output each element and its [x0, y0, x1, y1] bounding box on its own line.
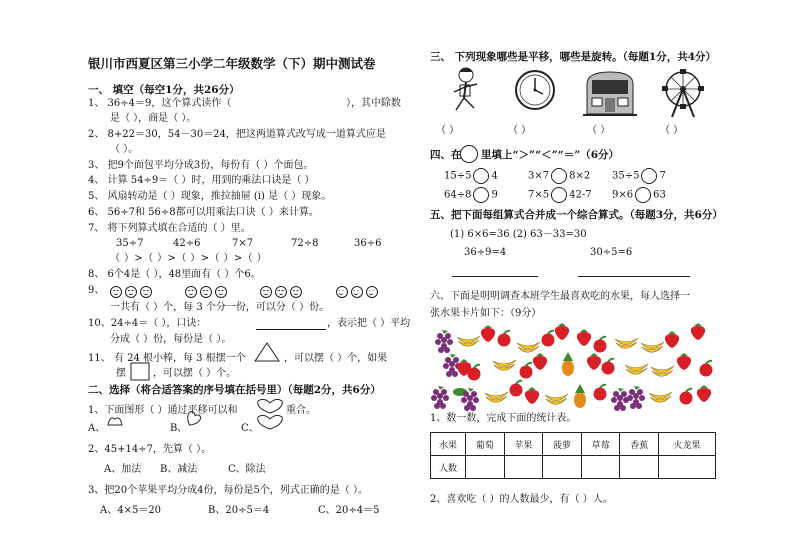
option-c-shape-icon [256, 414, 284, 430]
s3-blank: （ ） [660, 125, 684, 136]
q9-number: 9、 [88, 285, 105, 296]
square-icon [130, 362, 150, 381]
choice-3-option-b: B、20÷5＝4 [208, 505, 270, 516]
table-cell[interactable] [620, 456, 659, 479]
banana-icon [615, 338, 638, 348]
compare-row-1: 35÷5 7 [612, 168, 666, 184]
smiley-icon [200, 286, 212, 298]
section-5-heading: 五、把下面每组算式合并成一个综合算式。（每题3分，共6分） [430, 209, 723, 221]
table-cell[interactable] [504, 456, 543, 479]
choice-2-option-b: B、减法 [160, 464, 198, 475]
compare-circle [473, 168, 489, 184]
pineapple-icon [574, 384, 586, 408]
apple-icon [594, 337, 607, 353]
grape-icon [611, 388, 629, 411]
smiley-icon [290, 286, 302, 298]
strawberry-icon [481, 325, 495, 342]
choice-1: 1、下面图形（ ）通过平移可以和 [88, 405, 238, 416]
banana-icon [651, 366, 674, 376]
choice-1-option-b: B、 [170, 423, 188, 434]
smiley-icon [336, 286, 348, 298]
q6: 6、 56÷7和 56÷8都可以用乘法口诀（ ）来计算。 [88, 207, 319, 218]
q7: 7、 将下列算式填在合适的（ ）里。 [88, 223, 251, 234]
q7-expr: 72÷8 [291, 238, 319, 249]
pineapple-icon [562, 352, 574, 376]
banana-icon [625, 364, 648, 374]
choice-1-option-a: A、 [88, 423, 106, 434]
compare-row-1: 3×7 8×2 [528, 168, 590, 184]
grape-icon [627, 386, 645, 409]
smiley-faces-row [110, 281, 381, 300]
q9-text: 一共有（ ）个，每 3 个分一份，可以分（ ）份。 [110, 302, 330, 313]
train-icon [583, 70, 637, 116]
section-3-heading: 三、 下列现象哪些是平移，哪些是旋转。（每题1分，共4分） [430, 51, 717, 63]
strawberry-icon [691, 323, 705, 340]
q4: 4、 计算 54÷9＝（ ）时，用到的乘法口诀是（ ） [88, 175, 315, 186]
apple-icon [594, 385, 607, 401]
q7-blanks: （ ）>（ ）>（ ）>（ ）>（ ） [110, 253, 268, 264]
q10-line-b: ，表示把（ ）平均 [327, 318, 411, 329]
smiley-icon [351, 286, 363, 298]
smiley-icon [185, 286, 197, 298]
q3: 3、 把9个面包平均分成3份，每份有（ ）个面包。 [88, 160, 314, 171]
compare-circle [635, 187, 651, 203]
q2-line-a: 2、 8+22＝30，54－30＝24，把这两道算式改写成一道算式应是 [88, 129, 386, 140]
s3-blank: （ ） [436, 125, 460, 136]
smiley-icon [125, 286, 137, 298]
q1-line-a: 1、 36÷4＝9，这个算式读作（ [88, 98, 232, 109]
q11-line-a: 11、 有 24 根小棒，每 3 根摆一个 [88, 353, 246, 364]
choice-3-option-a: A、4×5＝20 [100, 505, 162, 516]
strawberry-icon [697, 385, 711, 402]
q7-expr: 42÷6 [173, 238, 201, 249]
strawberry-icon [577, 329, 591, 346]
choice-2: 2、45+14÷7，先算（ ）。 [88, 444, 212, 455]
q11-line-c: 摆 [116, 368, 126, 379]
q1-line-b: ），其中除数 [346, 98, 401, 109]
table-header-cell: 水果 [431, 433, 466, 456]
smiley-icon [215, 286, 227, 298]
banana-icon [493, 360, 516, 370]
s3-blank: （ ） [508, 125, 532, 136]
table-cell[interactable] [466, 456, 505, 479]
s5-expr-2a: 36÷9=4 [464, 247, 507, 258]
choice-2-option-a: A、加法 [104, 464, 142, 475]
q5: 5、 风扇转动是（ ）现象，推拉抽屉 (i) 是（ ）现象。 [88, 191, 332, 202]
ferris-wheel-icon [660, 68, 706, 118]
table-row [431, 456, 716, 479]
table-cell[interactable] [581, 456, 620, 479]
q11-line-b: ，可以摆（ ）个，如果 [284, 353, 388, 364]
circle-blank-icon [460, 145, 478, 163]
apple-icon [680, 389, 693, 405]
s3-blank: （ ） [587, 125, 611, 136]
compare-circle [551, 168, 567, 184]
grape-icon [435, 330, 453, 353]
apple-icon [602, 359, 615, 375]
running-child-icon [448, 66, 484, 116]
choice-3-option-c: C、20÷4＝5 [318, 505, 380, 516]
smiley-icon [140, 286, 152, 298]
apple-icon [520, 363, 533, 379]
q11-line-d: ，可以摆（ ）个。 [153, 368, 237, 379]
apple-icon [542, 331, 555, 347]
s5-exprs-1: (1) 6×6=36 (2) 63－33=30 [450, 229, 587, 240]
q2-line-b: （ ）。 [110, 144, 139, 155]
heart-shape-icon [256, 398, 284, 414]
compare-row-2: 9×6 63 [612, 187, 666, 203]
compare-row-2: 64÷8 9 [444, 187, 498, 203]
apple-icon [510, 381, 523, 397]
banana-icon [649, 392, 672, 402]
q1-line-c: 是（ ），商是（ ）。 [110, 113, 197, 124]
table-header-cell: 菠萝 [543, 433, 582, 456]
q10-line-a: 10、24÷4＝（ ），口诀： [88, 318, 207, 329]
table-cell[interactable] [659, 456, 716, 479]
apple-icon [498, 331, 511, 347]
option-a-shape-icon [106, 413, 124, 429]
banana-icon [641, 342, 664, 352]
smiley-icon [275, 286, 287, 298]
fruit-cards-image [430, 318, 720, 412]
section-6-line-a: 六、下面是明明调查本班学生最喜欢吃的水果，每人选择一 [430, 291, 690, 302]
strawberry-icon [525, 387, 539, 404]
table-row-label: 人数 [431, 456, 466, 479]
q7-expr: 36÷6 [354, 238, 382, 249]
fruit-stats-table [430, 432, 716, 479]
section-6-line-b: 张水果卡片如下：（9分） [430, 308, 542, 319]
table-header-cell: 香蕉 [620, 433, 659, 456]
strawberry-icon [665, 331, 679, 348]
apple-icon [700, 361, 713, 377]
strawberry-icon [555, 323, 569, 340]
s5-answer-line-2 [578, 276, 690, 277]
compare-circle [641, 168, 657, 184]
s5-expr-2b: 30÷5=6 [590, 247, 633, 258]
table-header-cell: 苹果 [504, 433, 543, 456]
stats-instruction: 1、数一数，完成下面的统计表。 [430, 413, 577, 424]
banana-icon [457, 336, 480, 346]
table-header-row [431, 433, 716, 456]
banana-icon [545, 394, 568, 404]
strawberry-icon [677, 353, 691, 370]
table-cell[interactable] [543, 456, 582, 479]
question-2-least-fruit: 2、喜欢吃（ ）的人数最少，有（ ）人。 [430, 494, 613, 505]
banana-icon [517, 342, 540, 352]
grape-icon [431, 386, 449, 409]
q8: 8、 6个4是（ ），48里面有（ ）个6。 [88, 269, 261, 280]
section-2-heading: 二、选择（将合适答案的序号填在括号里）（每题2分，共6分） [88, 384, 381, 396]
choice-2-option-c: C、除法 [228, 464, 266, 475]
table-header-cell: 葡萄 [466, 433, 505, 456]
banana-icon [485, 392, 508, 402]
choice-3: 3、把20个苹果平均分成4份，每份是5个，列式正确的是（ ）。 [88, 485, 368, 496]
wall-clock-icon [513, 66, 557, 114]
q7-expr: 35÷7 [116, 238, 144, 249]
table-header-cell: 草莓 [581, 433, 620, 456]
triangle-icon [254, 342, 280, 362]
compare-circle [473, 187, 489, 203]
section-1-heading: 一、 填空（每空1分，共26分） [88, 84, 240, 96]
smiley-icon [366, 286, 378, 298]
strawberry-icon [533, 353, 547, 370]
section-4-heading-a: 四、在 [430, 149, 462, 161]
section-4-heading-b: 里填上“＞”“＜”“＝”（6分） [481, 149, 620, 161]
compare-circle [551, 187, 567, 203]
s5-answer-line-1 [452, 276, 538, 277]
choice-1-end: 重合。 [286, 405, 316, 416]
compare-row-2: 7×5 42-7 [528, 187, 592, 203]
option-b-shape-icon [184, 410, 202, 428]
compare-row-1: 15÷5 4 [444, 168, 498, 184]
strawberry-icon [587, 353, 601, 370]
table-header-cell: 火龙果 [659, 433, 716, 456]
smiley-icon [110, 286, 122, 298]
choice-1-option-c: C、 [241, 423, 259, 434]
page-title: 银川市西夏区第三小学二年级数学（下）期中测试卷 [88, 56, 376, 71]
q10-line-c: 分成（ ）份，每份是（ ）。 [110, 334, 232, 345]
q7-expr: 7×7 [232, 238, 254, 249]
q10-answer-line [256, 318, 326, 330]
smiley-icon [260, 286, 272, 298]
